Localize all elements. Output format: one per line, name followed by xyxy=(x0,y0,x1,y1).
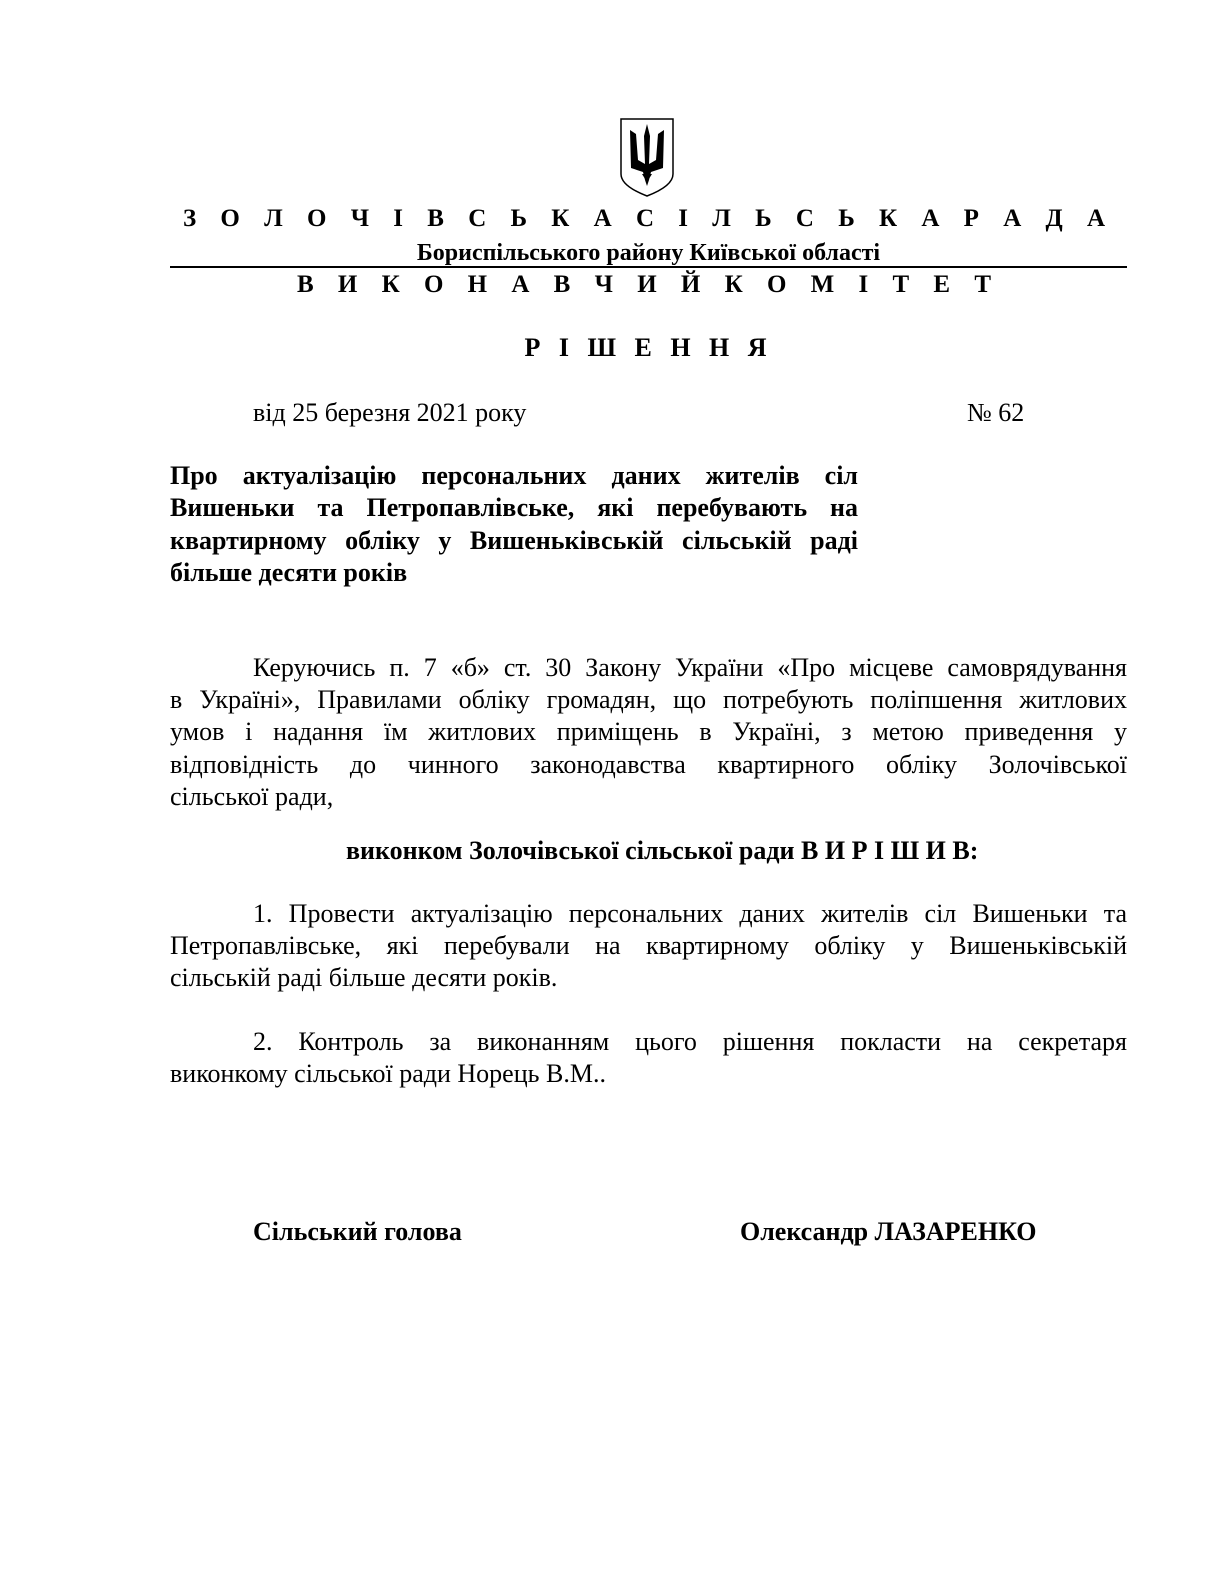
title-line: більше десяти років xyxy=(170,558,408,587)
signatory-name: Олександр ЛАЗАРЕНКО xyxy=(740,1217,1037,1246)
title-line: квартирному обліку у Вишеньківській сільській раді xyxy=(170,526,858,555)
item-1-line: Петропавлівське, які перебували на квартирному обліку у Вишеньківській xyxy=(170,931,1127,960)
decision-heading: виконком Золочівської сільської ради В И Р І Ш И В: xyxy=(346,836,979,865)
preamble-line: Керуючись п. 7 «б» ст. 30 Закону України «Про місцеве самоврядування xyxy=(253,653,1127,682)
item-2-line: 2. Контроль за виконанням цього рішення покласти на секретаря xyxy=(253,1027,1127,1056)
preamble-line: сільської ради, xyxy=(170,782,334,811)
council-name: З О Л О Ч І В С Ь К А С І Л Ь С Ь К А Р А Д А xyxy=(182,205,1114,232)
committee-name: В И К О Н А В Ч И Й К О М І Т Е Т xyxy=(296,271,1001,298)
preamble-line: в Україні», Правилами обліку громадян, що потребують поліпшення житлових xyxy=(170,685,1127,714)
title-line: Вишеньки та Петропавлівське, які перебувають на xyxy=(170,493,858,522)
header-divider xyxy=(170,266,1127,268)
item-1-line: 1. Провести актуалізацію персональних даних жителів сіл Вишеньки та xyxy=(253,899,1127,928)
document-type: Р І Ш Е Н Н Я xyxy=(524,333,773,362)
preamble-line: умов і надання їм житлових приміщень в Україні, з метою приведення у xyxy=(170,717,1127,746)
preamble-line: відповідність до чинного законодавства квартирного обліку Золочівської xyxy=(170,750,1127,779)
document-number: № 62 xyxy=(967,398,1025,427)
document-date: від 25 березня 2021 року xyxy=(253,398,527,427)
signatory-position: Сільський голова xyxy=(253,1217,462,1246)
title-line: Про актуалізацію персональних даних жителів сіл xyxy=(170,461,858,490)
item-1-line: сільській раді більше десяти років. xyxy=(170,963,558,992)
item-2-line: виконкому сільської ради Норець В.М.. xyxy=(170,1059,606,1088)
district-name: Бориспільського району Київської області xyxy=(416,240,881,266)
coat-of-arms-trident-icon xyxy=(618,116,676,198)
